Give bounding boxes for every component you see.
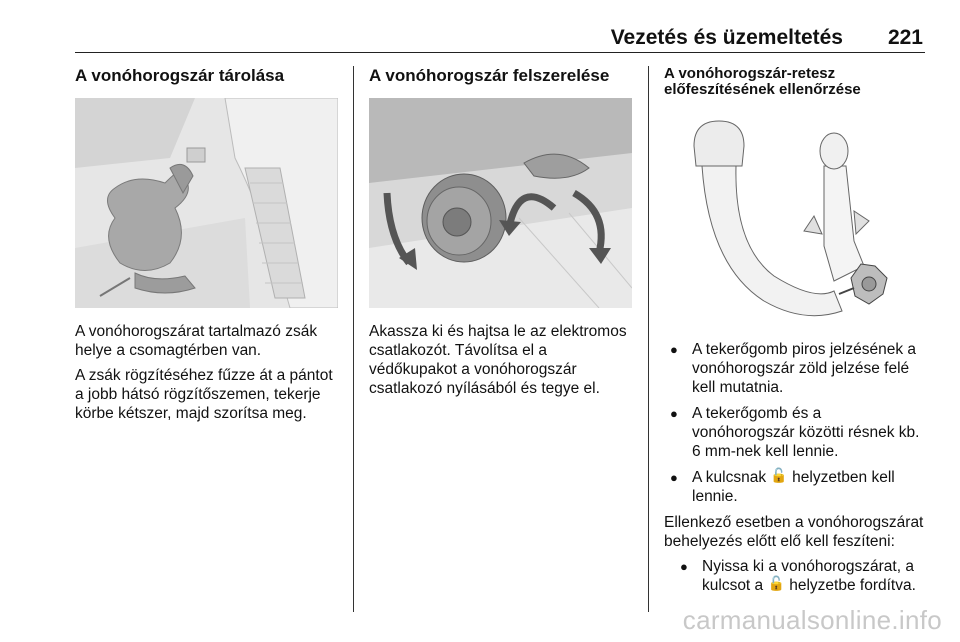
unlock-icon: 🔓	[767, 575, 785, 591]
list-item	[664, 468, 928, 506]
mounting-paragraph: Akassza ki és hajtsa le az elektromos csatlakozót. Távolítsa el a védőkupakot a vonóhorogszár csatlakozó nyílásából és tegye el.	[369, 323, 627, 397]
column-check	[664, 66, 928, 602]
sub-bullet-text-pre: Nyissa ki a vonóhorogszárat, a kulcsot a	[702, 558, 914, 594]
key-bullet-text-post: helyzetben kell lennie.	[692, 469, 895, 505]
sub-bullet-text-post: helyzetbe fordítva.	[789, 577, 916, 594]
check-heading	[664, 66, 928, 98]
storage-bag-illustration	[75, 98, 338, 308]
column-divider	[353, 66, 354, 612]
column-storage	[75, 66, 338, 429]
mounting-heading: A vonóhorogszár felszerelése	[369, 66, 610, 85]
list-item: ● A tekerőgomb és a vonóhorogszár közötti résnek kb. 6 mm-nek kell lennie.	[664, 404, 928, 461]
key-bullet-text-pre: A kulcsnak	[692, 469, 767, 486]
check-heading-line-1: A vonóhorogszár-retesz	[664, 65, 836, 82]
storage-paragraph-2: A zsák rögzítéséhez fűzze át a pántot a jobb hátsó rögzítőszemen, tekerje körbe kétszer, majd szorítsa meg.	[75, 367, 333, 422]
towbar-illustration	[664, 106, 926, 324]
storage-heading: A vonóhorogszár tárolása	[75, 66, 285, 85]
unlock-icon: 🔓	[770, 467, 788, 483]
check-bullet-list	[664, 340, 928, 506]
column-divider	[648, 66, 649, 612]
list-item: ● A tekerőgomb piros jelzésének a vonóhorogszár zöld jelzése felé kell mutatnia.	[664, 340, 928, 397]
page-header	[75, 22, 925, 53]
list-item	[674, 557, 928, 595]
watermark: carmanualsonline.info	[682, 605, 942, 635]
check-paragraph: Ellenkező esetben a vonóhorogszárat behelyezés előtt elő kell feszíteni:	[664, 514, 924, 550]
check-heading-line-2: előfeszítésének ellenőrzése	[664, 81, 861, 98]
pretension-list	[664, 557, 928, 595]
column-mounting	[369, 66, 635, 404]
connector-cap-illustration	[369, 98, 632, 308]
section-title: Vezetés és üzemeltetés	[610, 26, 843, 49]
page-number: 221	[887, 26, 923, 49]
storage-paragraph-1: A vonóhorogszárat tartalmazó zsák helye a csomagtérben van.	[75, 323, 318, 359]
